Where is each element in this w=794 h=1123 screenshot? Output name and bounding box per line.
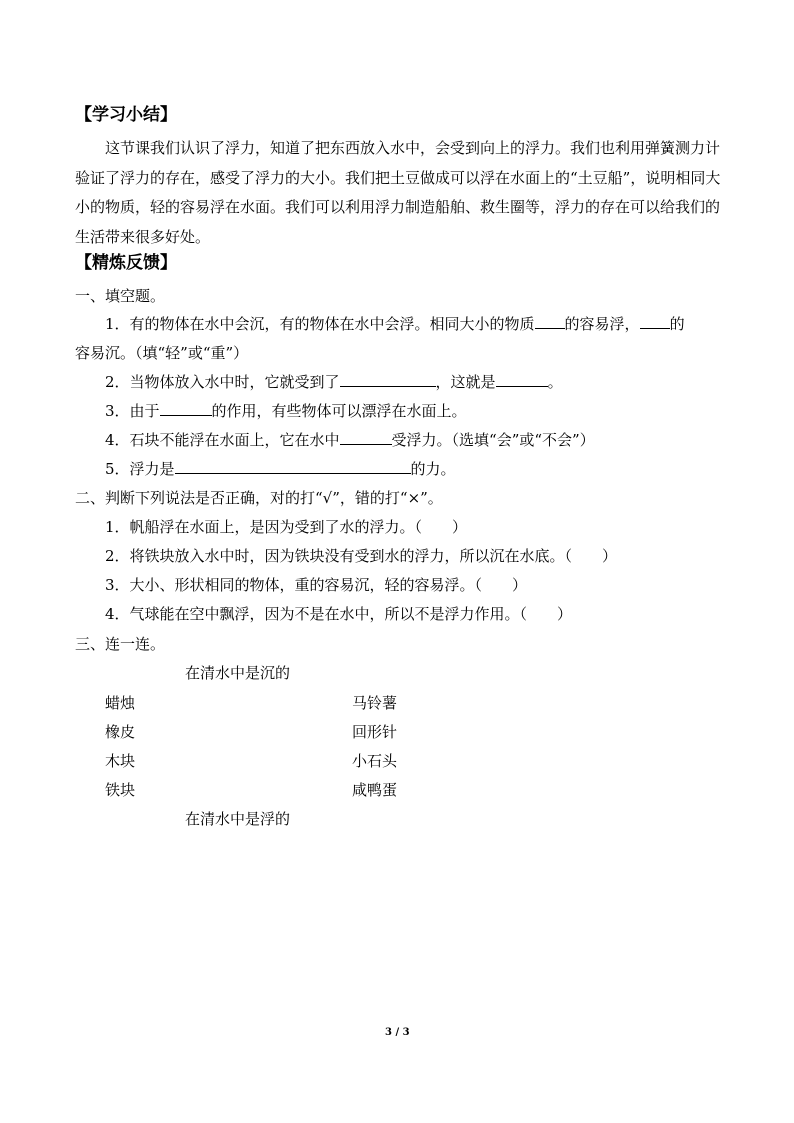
- q2-blank-2[interactable]: [496, 372, 548, 387]
- match-left-item-3[interactable]: 木块: [105, 752, 136, 770]
- judge-item-3: 3．大小、形状相同的物体，重的容易沉，轻的容易浮。（ ）: [105, 576, 528, 594]
- match-bottom-label: 在清水中是浮的: [185, 810, 291, 828]
- match-right-item-3[interactable]: 小石头: [352, 752, 398, 770]
- q2: 2．当物体放入水中时，它就受到了 ，这就是 。: [105, 373, 563, 391]
- match-top-label: 在清水中是沉的: [185, 664, 291, 682]
- match-left-item-2[interactable]: 橡皮: [105, 723, 136, 741]
- judge-item-4: 4．气球能在空中飘浮，因为不是在水中，所以不是浮力作用。（ ）: [105, 605, 573, 623]
- judge-item-1: 1．帆船浮在水面上，是因为受到了水的浮力。（ ）: [105, 518, 468, 536]
- match-right-item-2[interactable]: 回形针: [352, 723, 398, 741]
- match-left-item-4[interactable]: 铁块: [105, 781, 136, 799]
- judge-item-2: 2．将铁块放入水中时，因为铁块没有受到水的浮力，所以沉在水底。（ ）: [105, 547, 618, 565]
- q4: 4．石块不能浮在水面上，它在水中 受浮力。（选填“会”或“不会”）: [105, 431, 595, 449]
- section-title-exercises: 【精炼反馈】: [75, 253, 177, 273]
- q5: 5．浮力是 的力。: [105, 460, 456, 478]
- q1-line1: 1．有的物体在水中会沉，有的物体在水中会浮。相同大小的物质 的容易浮， 的: [105, 315, 685, 333]
- match-left-item-1[interactable]: 蜡烛: [105, 694, 136, 712]
- q2-blank-1[interactable]: [340, 372, 436, 387]
- part2-heading: 二、判断下列说法是否正确，对的打“√”，错的打“×”。: [75, 489, 443, 507]
- q1-line2: 容易沉。（填“轻”或“重”）: [75, 344, 249, 362]
- part1-heading: 一、填空题。: [75, 287, 166, 305]
- q1-blank-1[interactable]: [535, 314, 565, 329]
- page-number: 3 / 3: [385, 1027, 410, 1038]
- summary-paragraph: 这节课我们认识了浮力，知道了把东西放入水中，会受到向上的浮力。我们也利用弹簧测力计验证了浮力的存在，感受了浮力的大小。我们把土豆做成可以浮在水面上的“土豆船”，说明相同大小的物质，轻的容易浮在水面。我们可以利用浮力制造船舶、救生圈等，浮力的存在可以给我们的生活带来很多好处。: [75, 139, 721, 246]
- part3-heading: 三、连一连。: [75, 635, 166, 653]
- match-right-item-1[interactable]: 马铃薯: [352, 694, 398, 712]
- q5-blank[interactable]: [175, 459, 411, 474]
- q3-blank[interactable]: [160, 401, 212, 416]
- match-right-item-4[interactable]: 咸鸭蛋: [352, 781, 398, 799]
- q1-blank-2[interactable]: [640, 314, 670, 329]
- q4-blank[interactable]: [340, 430, 392, 445]
- section-title-summary: 【学习小结】: [75, 105, 177, 125]
- q3: 3．由于 的作用，有些物体可以漂浮在水面上。: [105, 402, 467, 420]
